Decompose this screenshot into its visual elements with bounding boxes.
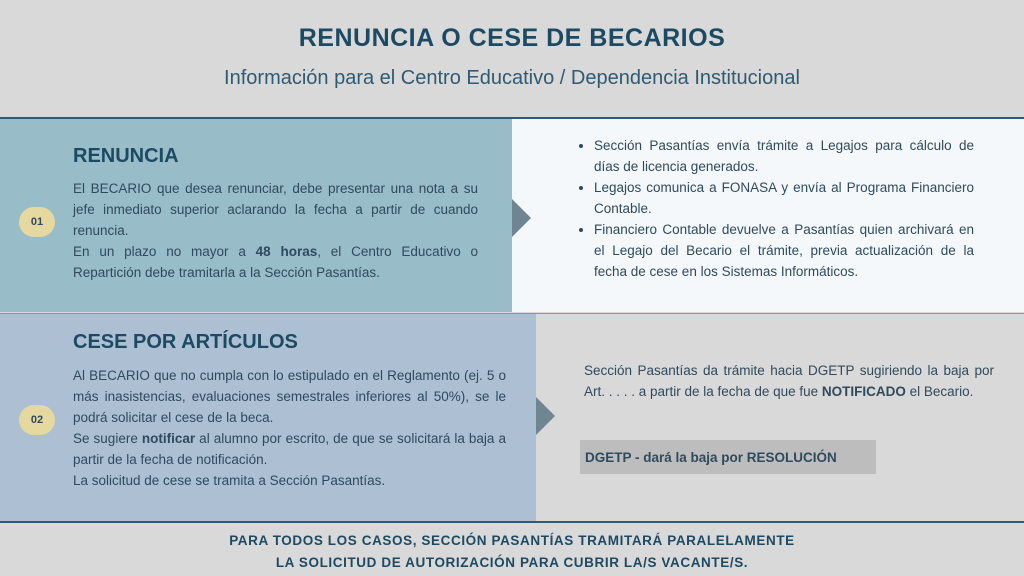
cese-outcome-text-end: el Becario. [905, 384, 974, 399]
cese-notified: NOTIFICADO [821, 384, 906, 399]
arrow-right-icon [536, 397, 555, 435]
cese-outcome-text [584, 360, 994, 402]
renuncia-section [0, 119, 1024, 312]
page-subtitle: Información para el Centro Educativo / Dependencia Institucional [224, 67, 800, 89]
renuncia-description [73, 178, 478, 283]
renuncia-p2-text-end: , el Centro Educativo o Repartición debe tramitarla a la Sección Pasantías. [73, 244, 479, 280]
renuncia-title: RENUNCIA [73, 145, 179, 167]
cese-paragraph-2 [73, 428, 506, 470]
renuncia-steps [576, 135, 974, 282]
renuncia-step-1: • Sección Pasantías envía trámite a Legajos para cálculo de días de licencia generados. [594, 135, 974, 177]
cese-outcome-paragraph [584, 360, 994, 402]
cese-paragraph-3: La solicitud de cese se tramita a Sección Pasantías. [73, 473, 386, 488]
footer-note [0, 530, 1024, 574]
renuncia-p2-text: En un plazo no mayor a [73, 244, 256, 259]
step-badge-01: 01 [19, 207, 55, 237]
renuncia-step-2: • Legajos comunica a FONASA y envía al Programa Financiero Contable. [594, 177, 974, 219]
cese-paragraph-1: Al BECARIO que no cumpla con lo estipulado en el Reglamento (ej. 5 o más inasistencias, evaluaciones semestrales inferiores al 50%), se le podrá solicitar el cese de la beca. [73, 368, 506, 425]
renuncia-deadline: 48 horas [255, 244, 318, 259]
cese-section [0, 314, 1024, 521]
renuncia-paragraph-1: El BECARIO que desea renunciar, debe presentar una nota a su jefe inmediato superior aclarando la fecha a partir de cuando renuncia. [73, 181, 478, 238]
cese-notify: notificar [141, 431, 196, 446]
arrow-right-icon [512, 199, 531, 237]
cese-title: CESE POR ARTÍCULOS [73, 331, 298, 353]
cese-outcome-text-start: Sección Pasantías da trámite hacia DGETP sugiriendo la baja por Art. . . . . a partir de la fecha de que fue [584, 363, 994, 399]
cese-p2-text-end: al alumno por escrito, de que se solicitará la baja a partir de la fecha de notificación. [73, 431, 506, 467]
cese-outcome-panel [536, 314, 1024, 521]
divider-bottom [0, 521, 1024, 523]
footer-line-1: PARA TODOS LOS CASOS, SECCIÓN PASANTÍAS TRAMITARÁ PARALELAMENTE [229, 533, 795, 548]
cese-description [73, 365, 506, 491]
page-title: RENUNCIA O CESE DE BECARIOS [298, 24, 726, 52]
renuncia-step-3: • Financiero Contable devuelve a Pasantías quien archivará en el Legajo del Becario el trámite, previa actualización de la fecha de cese en los Sistemas Informáticos. [594, 219, 974, 282]
resolution-box: DGETP - dará la baja por RESOLUCIÓN [580, 440, 876, 474]
step-badge-02: 02 [19, 405, 55, 435]
cese-p2-text: Se sugiere [73, 431, 142, 446]
footer-line-2: LA SOLICITUD DE AUTORIZACIÓN PARA CUBRIR LA/S VACANTE/S. [275, 555, 749, 570]
renuncia-paragraph-2 [73, 241, 478, 283]
